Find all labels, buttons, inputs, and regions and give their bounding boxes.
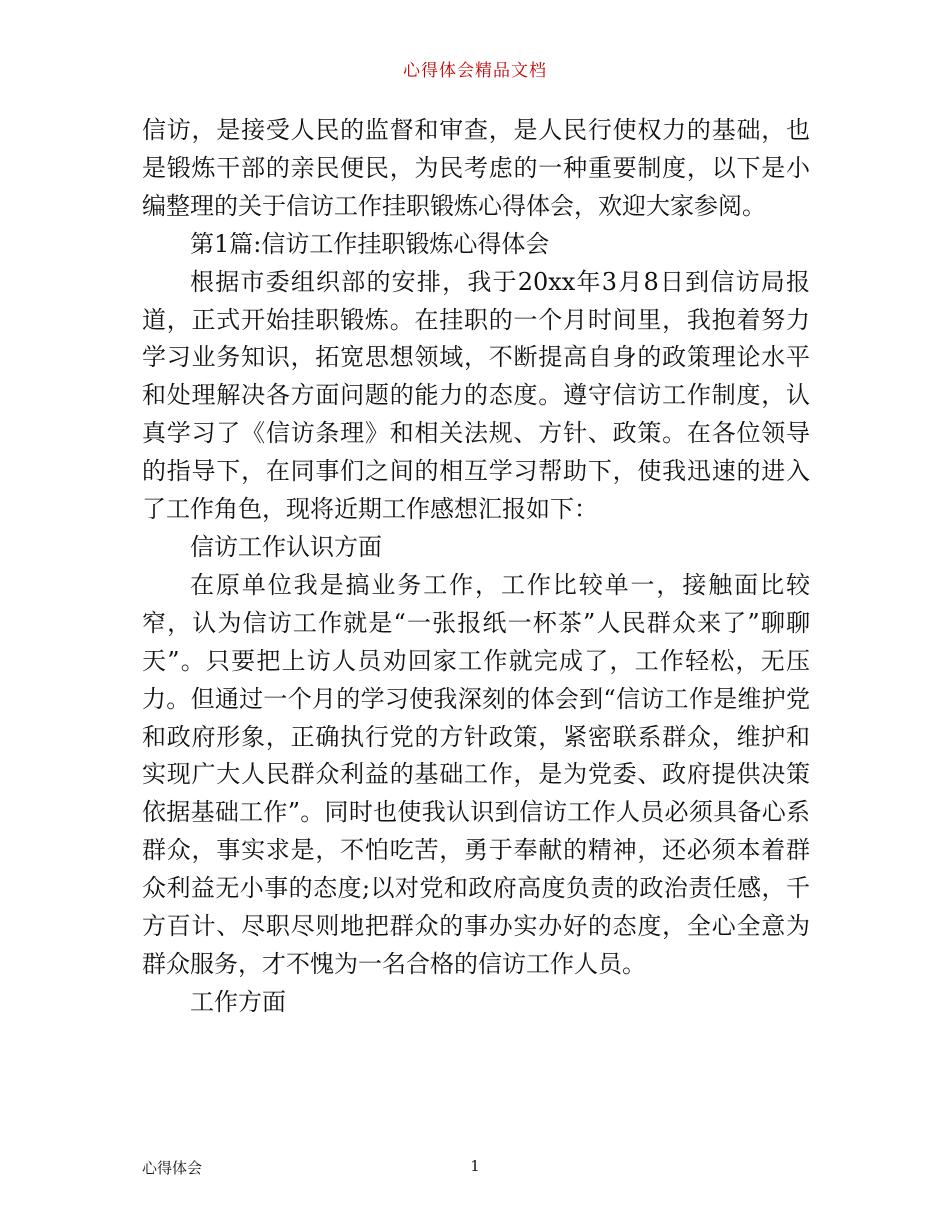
document-header-title: 心得体会精品文档 — [403, 61, 547, 81]
document-body — [142, 112, 810, 1022]
page-number: 1 — [470, 1157, 480, 1175]
article-heading: 第1篇:信访工作挂职锻炼心得体会 — [190, 229, 550, 258]
footer-label: 心得体会 — [142, 1159, 203, 1177]
section-heading: 信访工作认识方面 — [190, 532, 382, 561]
section-heading: 工作方面 — [190, 987, 286, 1016]
body-paragraph: 在原单位我是搞业务工作，工作比较单一，接触面比较窄，认为信访工作就是“一张报纸一杯茶”人民群众来了”聊聊天”。只要把上访人员劝回家工作就完成了，工作轻松，无压力。但通过一个月的学习使我深刻的体会到“信访工作是维护党和政府形象，正确执行党的方针政策，紧密联系群众，维护和实现广大人民群众利益的基础工作，是为党委、政府提供决策依据基础工作”。同时也使我认识到信访工作人员必须具备心系群众，事实求是，不怕吃苦，勇于奉献的精神，还必须本着群众利益无小事的态度;以对党和政府高度负责的政治责任感，千方百计、尽职尽则地把群众的事办实办好的态度，全心全意为群众服务，才不愧为一名合格的信访工作人员。 — [142, 570, 810, 978]
intro-paragraph: 信访，是接受人民的监督和审查，是人民行使权力的基础，也是锻炼干部的亲民便民，为民考虑的一种重要制度，以下是小编整理的关于信访工作挂职锻炼心得体会，欢迎大家参阅。 — [142, 116, 810, 220]
body-paragraph: 根据市委组织部的安排，我于20xx年3月8日到信访局报道，正式开始挂职锻炼。在挂职的一个月时间里，我抱着努力学习业务知识，拓宽思想领域，不断提高自身的政策理论水平和处理解决各方面问题的能力的态度。遵守信访工作制度，认真学习了《信访条理》和相关法规、方针、政策。在各位领导的指导下，在同事们之间的相互学习帮助下，使我迅速的进入了工作角色，现将近期工作感想汇报如下： — [142, 267, 810, 524]
